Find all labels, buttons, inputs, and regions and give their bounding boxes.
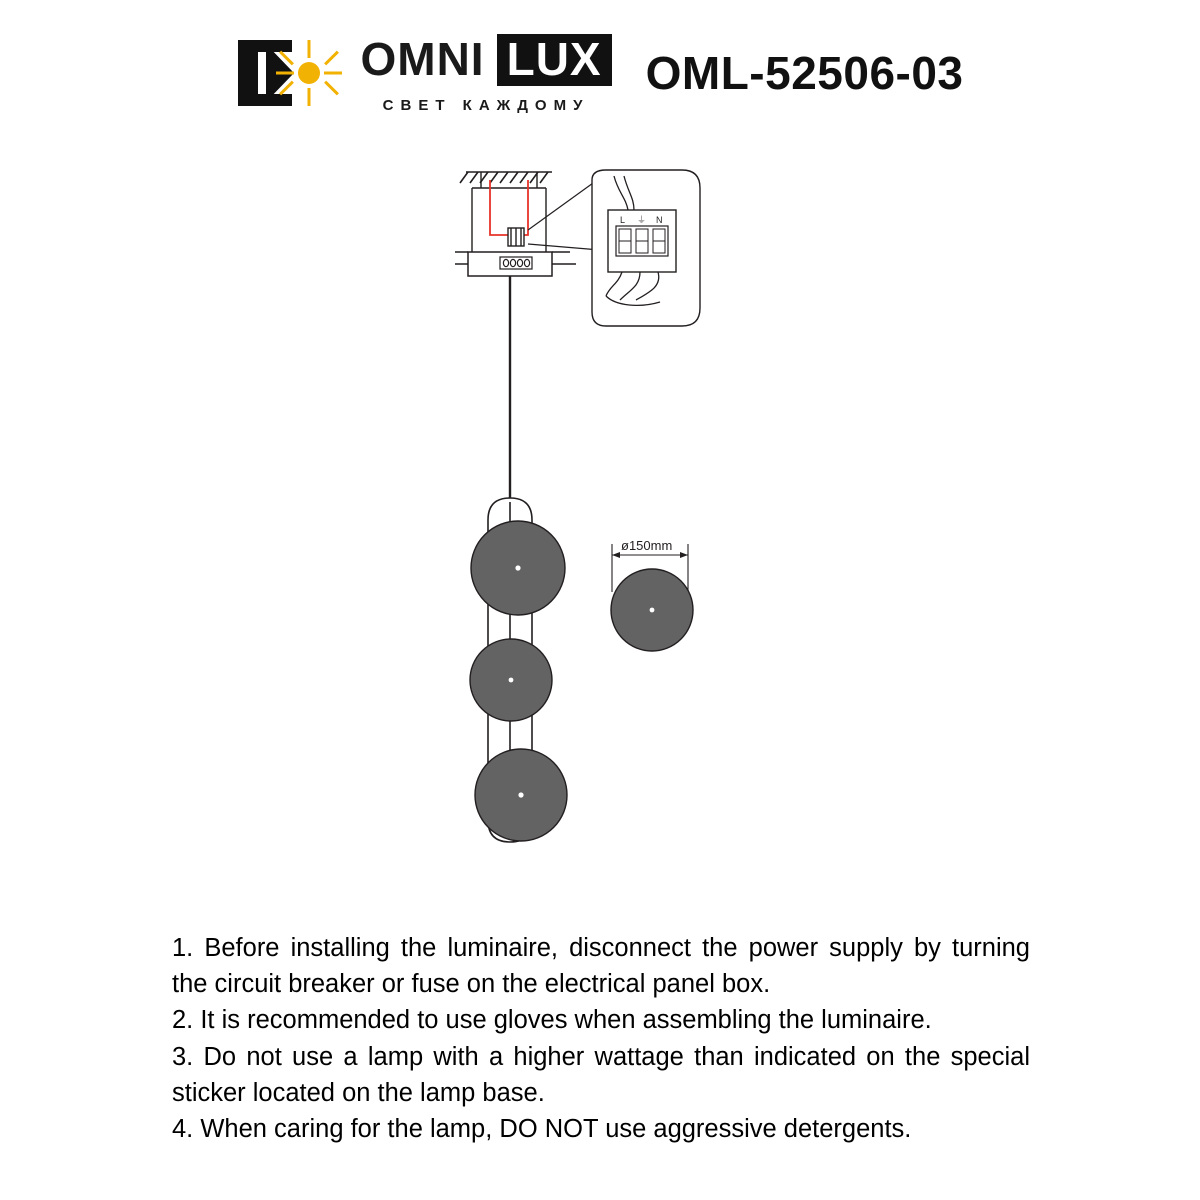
terminal-label-l: L bbox=[620, 215, 626, 225]
detail-disc-dimension bbox=[611, 538, 693, 651]
terminal-label-earth: ⏚ bbox=[637, 215, 647, 225]
shade-disc-bottom bbox=[475, 749, 567, 841]
assembly-diagram bbox=[0, 140, 1200, 900]
canopy-terminal-strip bbox=[500, 257, 532, 269]
brand-logo bbox=[236, 32, 611, 114]
ceiling-hatch bbox=[460, 172, 552, 183]
shade-disc-top bbox=[471, 521, 565, 615]
omnilux-logo-icon bbox=[236, 32, 344, 114]
brand-tagline: СВЕТ КАЖДОМУ bbox=[382, 96, 590, 114]
shade-disc-middle bbox=[470, 639, 552, 721]
brand-lux: LUX bbox=[497, 34, 612, 86]
callout-leader bbox=[528, 178, 600, 250]
diameter-label: ø150mm bbox=[621, 538, 673, 553]
header bbox=[0, 18, 1200, 128]
brand-wordmark bbox=[360, 34, 611, 113]
instruction-item-3: 3. Do not use a lamp with a higher wattage than indicated on the special sticker located on the lamp base. bbox=[172, 1042, 1030, 1107]
instructions-list bbox=[172, 930, 1030, 1147]
terminal-label-n: N bbox=[656, 215, 663, 225]
page-title: OML-52506-03 bbox=[645, 47, 964, 99]
instruction-item-4: 4. When caring for the lamp, DO NOT use aggressive detergents. bbox=[172, 1115, 912, 1144]
detail-callout-terminal bbox=[592, 170, 700, 326]
instruction-item-2: 2. It is recommended to use gloves when assembling the luminaire. bbox=[172, 1006, 932, 1035]
instruction-item-1: 1. Before installing the luminaire, disconnect the power supply by turning the circuit breaker or fuse on the electrical panel box. bbox=[172, 934, 1030, 999]
brand-omni: OMNI bbox=[360, 32, 485, 85]
terminal-block-main bbox=[508, 228, 524, 246]
